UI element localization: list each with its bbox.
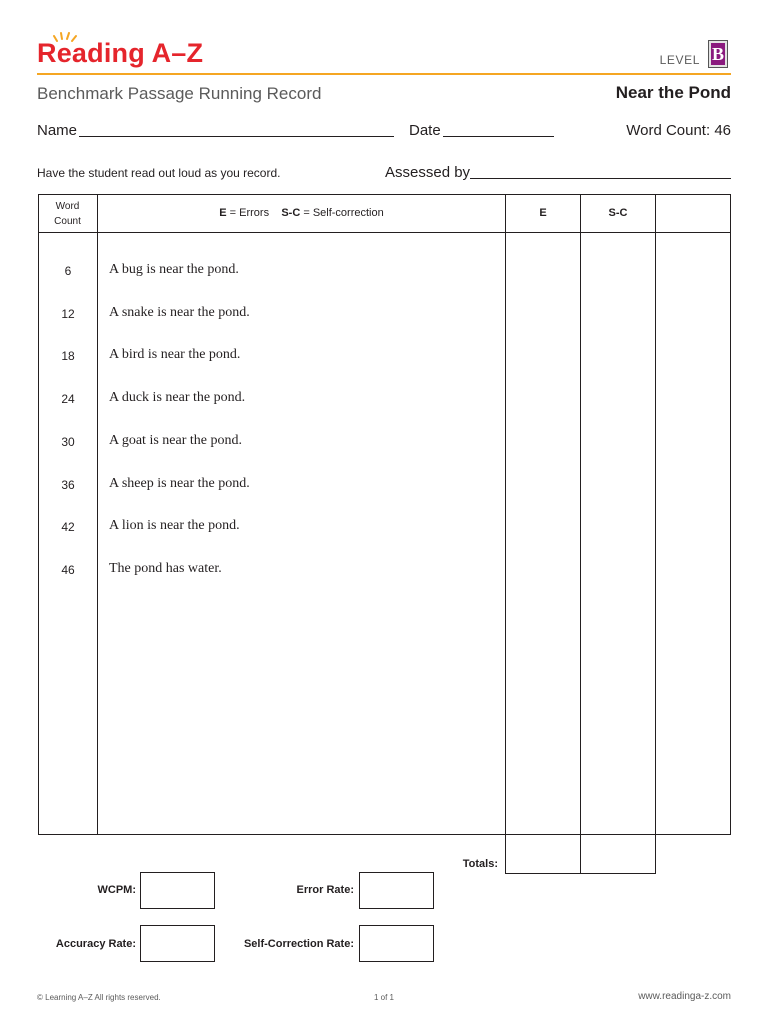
word-count-header-line2: Count <box>54 216 81 227</box>
wcpm-label: WCPM: <box>97 884 136 896</box>
word-count-cell: 24 <box>61 392 75 406</box>
word-count-header <box>38 199 97 229</box>
date-label: Date <box>409 122 441 139</box>
word-count-cell: 42 <box>61 520 75 534</box>
passage-sentence: A bug is near the pond. <box>109 262 239 277</box>
table-column-divider <box>580 194 581 874</box>
passage-sentence: A goat is near the pond. <box>109 433 242 448</box>
header-divider <box>37 73 731 75</box>
legend-e-key: E <box>219 207 227 219</box>
name-field[interactable] <box>79 136 394 137</box>
word-count-cell: 46 <box>61 563 75 577</box>
passage-sentence: A bird is near the pond. <box>109 347 241 362</box>
word-count-cell: 18 <box>61 349 75 363</box>
copyright-text: © Learning A–Z All rights reserved. <box>37 993 161 1002</box>
word-count: Word Count: 46 <box>626 122 731 139</box>
passage-title: Near the Pond <box>615 83 731 102</box>
legend-e-text: = Errors <box>226 207 270 219</box>
word-count-cell: 12 <box>61 307 75 321</box>
footer-url-link[interactable]: www.readinga-z.com <box>638 991 731 1002</box>
date-field[interactable] <box>443 136 554 137</box>
self-correction-rate-label: Self-Correction Rate: <box>243 938 354 950</box>
table-column-divider <box>505 194 506 874</box>
passage-sentence: A snake is near the pond. <box>109 305 250 320</box>
totals-bottom-border <box>505 873 656 874</box>
accuracy-rate-label: Accuracy Rate: <box>55 938 136 950</box>
self-correction-rate-box[interactable] <box>359 925 434 962</box>
passage-sentence: A sheep is near the pond. <box>109 476 250 491</box>
assessed-by-field[interactable] <box>470 178 731 179</box>
table-column-divider <box>655 194 656 874</box>
passage-sentence: The pond has water. <box>109 561 222 576</box>
level-label: LEVEL <box>659 53 700 67</box>
assessed-by-label: Assessed by <box>385 164 471 181</box>
legend-sc-key: S-C <box>281 207 301 219</box>
self-correction-column-header: S-C <box>608 207 628 219</box>
page-number: 1 of 1 <box>373 993 394 1002</box>
error-rate-label: Error Rate: <box>296 884 354 896</box>
table-column-divider <box>97 194 98 835</box>
word-count-cell: 6 <box>64 264 72 278</box>
logo-text: Reading A–Z <box>37 38 204 68</box>
level-value: B <box>711 44 724 64</box>
instruction-text: Have the student read out loud as you record. <box>37 166 281 180</box>
error-rate-box[interactable] <box>359 872 434 909</box>
legend <box>98 207 505 219</box>
level-badge <box>708 40 728 68</box>
accuracy-rate-box[interactable] <box>140 925 215 962</box>
passage-sentence: A duck is near the pond. <box>109 390 246 405</box>
word-count-cell: 30 <box>61 435 75 449</box>
word-count-header-line1: Word <box>55 201 80 212</box>
legend-sc-text: = Self-correction <box>300 207 384 219</box>
passage-sentence: A lion is near the pond. <box>109 518 240 533</box>
page-subtitle: Benchmark Passage Running Record <box>37 84 322 103</box>
name-label: Name <box>37 122 78 139</box>
totals-label: Totals: <box>462 858 498 870</box>
running-record-table <box>38 194 731 835</box>
word-count-cell: 36 <box>61 478 75 492</box>
reading-az-logo <box>37 30 204 72</box>
table-header-divider <box>38 232 731 233</box>
errors-column-header: E <box>539 207 547 219</box>
wcpm-box[interactable] <box>140 872 215 909</box>
